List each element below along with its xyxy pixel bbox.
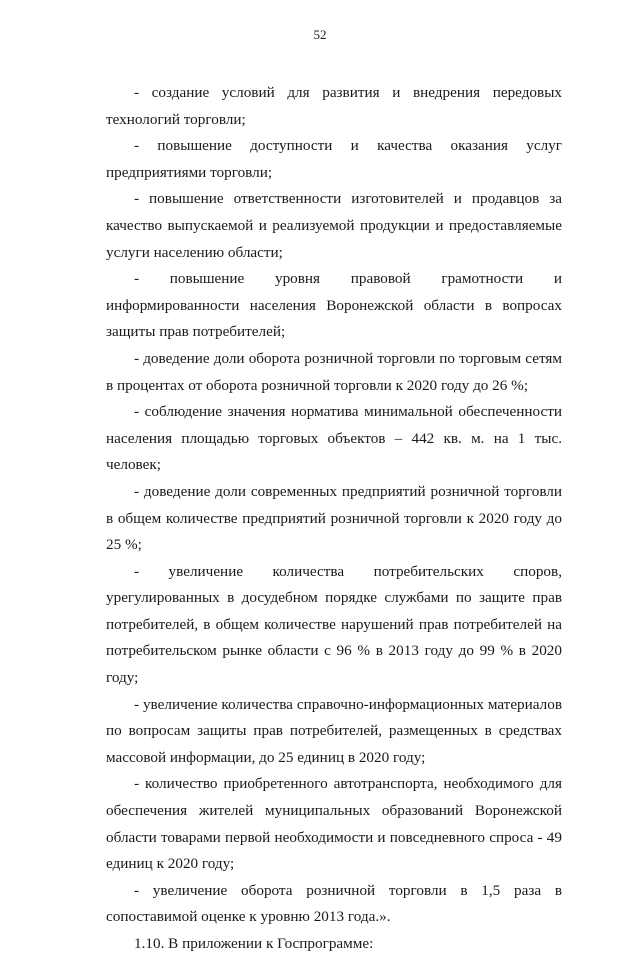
list-item: - увеличение количества справочно-информационных материалов по вопросам защиты прав потребителей, размещенных в средствах массовой информации, до 25 единиц в 2020 году; — [106, 695, 562, 766]
list-item: - повышение уровня правовой грамотности и информированности населения Воронежской области в вопросах защиты прав потребителей; — [106, 270, 562, 341]
list-item: - соблюдение значения норматива минимальной обеспеченности населения площадью торговых объектов – 442 кв. м. на 1 тыс. человек; — [106, 403, 562, 474]
list-item: - доведение доли современных предприятий розничной торговли в общем количестве предприятий розничной торговли к 2020 году до 25 %; — [106, 482, 562, 554]
section-heading: 1.10. В приложении к Госпрограмме: — [134, 935, 374, 952]
list-item: - увеличение оборота розничной торговли в 1,5 раза в сопоставимой оценке к уровню 2013 года.». — [106, 881, 562, 926]
page-number: 52 — [313, 27, 327, 42]
list-item: - повышение ответственности изготовителей и продавцов за качество выпускаемой и реализуемой продукции и предоставляемые услуги населению области; — [106, 190, 562, 261]
list-item: - повышение доступности и качества оказания услуг предприятиями торговли; — [106, 137, 562, 181]
document-body — [106, 80, 562, 958]
list-item: - количество приобретенного автотранспорта, необходимого для обеспечения жителей муниципальных образований Воронежской области товарами первой необходимости и повседневного спроса - 49 единиц к 2020 году; — [106, 775, 562, 873]
list-item: - доведение доли оборота розничной торговли по торговым сетям в процентах от оборота розничной торговли к 2020 году до 26 %; — [106, 349, 562, 394]
list-item: - создание условий для развития и внедрения передовых технологий торговли; — [106, 84, 562, 128]
list-item: - увеличение количества потребительских споров, урегулированных в досудебном порядке службами по защите прав потребителей, в общем количестве нарушений прав потребителей на потребительском рынке области с 96 % в 2013 году до 99 % в 2020 году; — [106, 562, 562, 687]
